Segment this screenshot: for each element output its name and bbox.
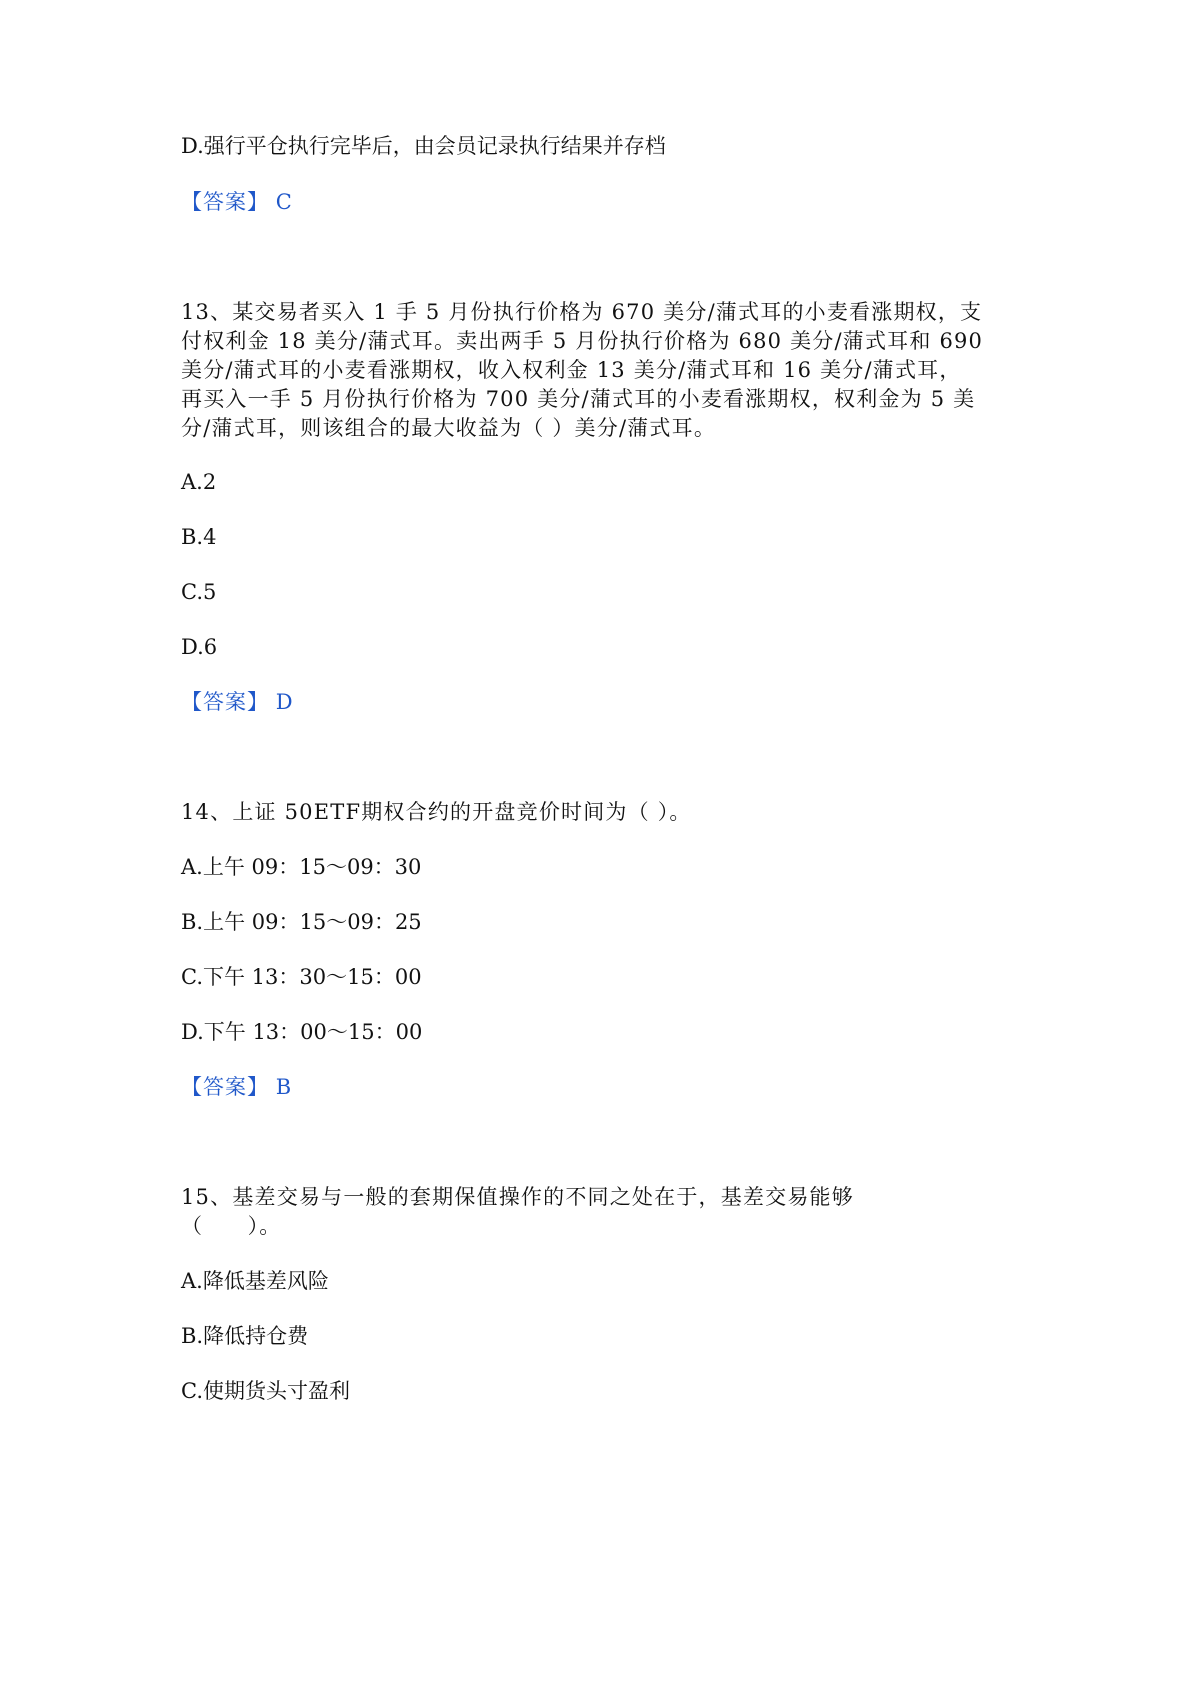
q15-option-c: C.使期货头寸盈利 — [181, 1379, 350, 1403]
q13-option-b: B.4 — [181, 525, 217, 549]
q14-answer — [181, 1071, 291, 1103]
q14-option-b: B.上午 09：15～09：25 — [181, 910, 422, 934]
q13-text-line-4: 再买入一手 5 月份执行价格为 700 美分/蒲式耳的小麦看涨期权，权利金为 5 美 — [181, 387, 976, 411]
q13-option-a: A.2 — [181, 470, 217, 494]
q13-text-line-3: 美分/蒲式耳的小麦看涨期权，收入权利金 13 美分/蒲式耳和 16 美分/蒲式耳， — [181, 358, 962, 382]
q13-option-d: D.6 — [181, 635, 218, 659]
q15-option-a: A.降低基差风险 — [181, 1269, 329, 1293]
answer-label: 【答案】 — [181, 690, 269, 714]
q14-option-d: D.下午 13：00～15：00 — [181, 1020, 423, 1044]
q13-text-line-2: 付权利金 18 美分/蒲式耳。卖出两手 5 月份执行价格为 680 美分/蒲式耳和 690 — [181, 329, 984, 353]
q15-text-line-1: 15、基差交易与一般的套期保值操作的不同之处在于，基差交易能够 — [181, 1185, 854, 1209]
q14-question: 14、上证 50ETF期权合约的开盘竞价时间为（ ）。 — [181, 800, 692, 824]
q12-answer — [181, 186, 292, 218]
answer-value: D — [275, 690, 293, 714]
q15-text-line-2: （ ）。 — [181, 1214, 282, 1238]
q13-text-line-1: 13、某交易者买入 1 手 5 月份执行价格为 670 美分/蒲式耳的小麦看涨期权，支 — [181, 300, 983, 324]
answer-value: C — [275, 190, 292, 214]
answer-value: B — [275, 1075, 292, 1099]
q14-option-c: C.下午 13：30～15：00 — [181, 965, 422, 989]
answer-label: 【答案】 — [181, 190, 269, 214]
q13-text-line-5: 分/蒲式耳，则该组合的最大收益为（ ）美分/蒲式耳。 — [181, 416, 717, 440]
q12-option-d: D.强行平仓执行完毕后，由会员记录执行结果并存档 — [181, 134, 666, 158]
q15-option-b: B.降低持仓费 — [181, 1324, 309, 1348]
answer-label: 【答案】 — [181, 1075, 269, 1099]
q13-option-c: C.5 — [181, 580, 217, 604]
q14-option-a: A.上午 09：15～09：30 — [181, 855, 422, 879]
q13-answer — [181, 686, 293, 718]
